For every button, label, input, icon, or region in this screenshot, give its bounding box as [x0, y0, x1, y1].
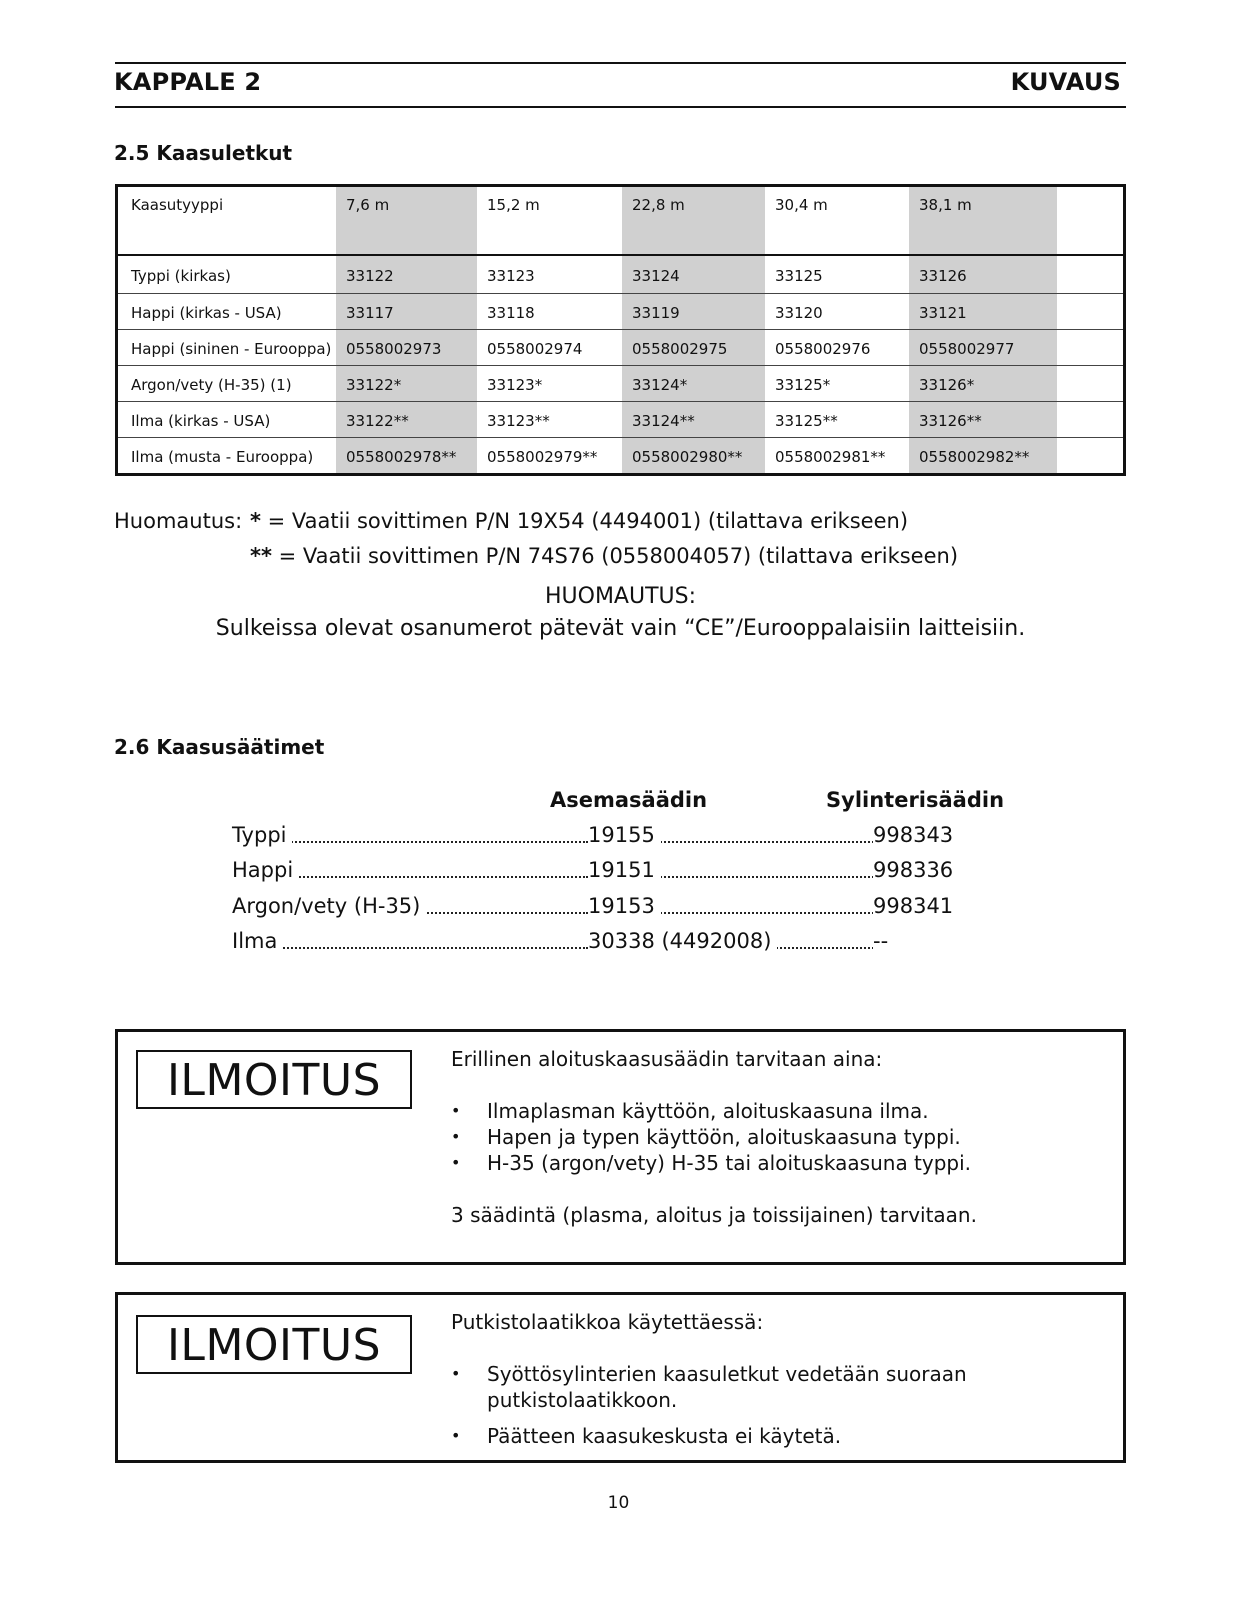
regulator-gas-name: Happi: [232, 858, 299, 882]
part-number-cell: 0558002973: [336, 330, 477, 365]
table-cell-spacer: [1057, 256, 1123, 293]
note-mark: **: [250, 544, 272, 568]
station-regulator-number: 19153: [588, 894, 661, 918]
notice-text: [451, 1309, 1011, 1449]
notice-bullet-list: [451, 1361, 1011, 1449]
column-header: 22,8 m: [622, 187, 765, 254]
part-number-cell: 0558002975: [622, 330, 765, 365]
part-number-cell: 33126: [909, 256, 1057, 293]
table-row: [118, 365, 1123, 401]
part-number-cell: 0558002976: [775, 339, 871, 358]
note-line-2: [250, 544, 958, 568]
gas-type-cell: Ilma (kirkas - USA): [131, 411, 271, 430]
note-heading: HUOMAUTUS:: [544, 584, 696, 609]
part-number-cell: 33123: [487, 266, 535, 285]
table-cell-spacer: [1057, 402, 1123, 437]
table-cell-spacer: [1057, 330, 1123, 365]
column-header: Kaasutyyppi: [131, 196, 224, 214]
part-number-cell: 0558002980**: [622, 438, 765, 473]
table-row: [118, 329, 1123, 365]
part-number-cell: 33126**: [909, 402, 1057, 437]
note-mark: *: [250, 509, 261, 533]
notice-bullet-item: • Ilmaplasman käyttöön, aloituskaasuna ilma.: [451, 1098, 977, 1124]
part-number-cell: 33123**: [487, 411, 550, 430]
table-row: [118, 437, 1123, 473]
part-number-cell: 33118: [487, 303, 535, 322]
column-header: 7,6 m: [336, 187, 477, 254]
part-number-cell: 33125: [775, 266, 823, 285]
regulator-row: [232, 823, 952, 853]
gas-type-cell: Typpi (kirkas): [131, 266, 231, 285]
notice-bullet-item: • H-35 (argon/vety) H-35 tai aloituskaasuna typpi.: [451, 1150, 977, 1176]
notice-bullet-item: • Päätteen kaasukeskusta ei käytetä.: [451, 1423, 1011, 1449]
header-rule-top: [115, 62, 1126, 64]
regulator-gas-name: Ilma: [232, 929, 283, 953]
regulator-gas-name: Typpi: [232, 823, 292, 847]
part-number-cell: 33122**: [336, 402, 477, 437]
column-header: 30,4 m: [775, 196, 828, 214]
regulator-gas-name: Argon/vety (H-35): [232, 894, 426, 918]
part-number-cell: 33122*: [336, 366, 477, 401]
notice-tag: ILMOITUS: [136, 1315, 412, 1374]
part-number-cell: 33123*: [487, 375, 543, 394]
column-header: 38,1 m: [909, 187, 1057, 254]
dot-leader: [232, 947, 588, 949]
note-line-1: [250, 509, 908, 533]
notice-tag: ILMOITUS: [136, 1050, 412, 1109]
chapter-title: KUVAUS: [1010, 68, 1121, 96]
gas-type-cell: Argon/vety (H-35) (1): [131, 375, 292, 394]
section-title-hoses: 2.5 Kaasuletkut: [114, 141, 293, 165]
part-number-cell: 33124: [622, 256, 765, 293]
part-number-cell: 0558002974: [487, 339, 583, 358]
station-regulator-number: 19151: [588, 858, 661, 882]
gas-hose-table: [115, 184, 1126, 476]
part-number-cell: 33121: [909, 294, 1057, 329]
notice-bullet-item: • Syöttösylinterien kaasuletkut vedetään suoraan putkistolaatikkoon.: [451, 1361, 1011, 1413]
page-number: 10: [607, 1493, 630, 1513]
notice-outro: 3 säädintä (plasma, aloitus ja toissijainen) tarvitaan.: [451, 1203, 977, 1227]
table-row: [118, 293, 1123, 329]
notice-bullet-list: [451, 1098, 977, 1176]
section-title-regulators: 2.6 Kaasusäätimet: [114, 735, 325, 759]
note-label: Huomautus:: [114, 509, 243, 533]
notice-intro: Erillinen aloituskaasusäädin tarvitaan aina:: [451, 1047, 883, 1071]
gas-type-cell: Happi (sininen - Eurooppa): [131, 339, 332, 358]
table-cell-spacer: [1057, 438, 1123, 473]
table-body: [118, 256, 1123, 473]
regulator-row: [232, 858, 952, 888]
column-spacer: [1057, 187, 1123, 254]
table-row: [118, 256, 1123, 293]
part-number-cell: 33124**: [622, 402, 765, 437]
column-header-station: Asemasäädin: [550, 788, 708, 812]
note-text: = Vaatii sovittimen P/N 74S76 (0558004057) (tilattava erikseen): [271, 544, 959, 568]
notice-intro: Putkistolaatikkoa käytettäessä:: [451, 1310, 764, 1334]
gas-type-cell: Happi (kirkas - USA): [131, 303, 282, 322]
notice-box-2: [115, 1292, 1126, 1463]
note-text: = Vaatii sovittimen P/N 19X54 (4494001) (tilattava erikseen): [260, 509, 909, 533]
part-number-cell: 0558002982**: [909, 438, 1057, 473]
part-number-cell: 33117: [336, 294, 477, 329]
table-header-row: [118, 187, 1123, 256]
part-number-cell: 33120: [775, 303, 823, 322]
part-number-cell: 33125*: [775, 375, 831, 394]
table-cell-spacer: [1057, 294, 1123, 329]
notice-text: [451, 1046, 977, 1228]
part-number-cell: 0558002977: [909, 330, 1057, 365]
table-cell-spacer: [1057, 366, 1123, 401]
note-body: Sulkeissa olevat osanumerot pätevät vain “CE”/Eurooppalaisiin laitteisiin.: [215, 616, 1026, 641]
station-regulator-number: 19155: [588, 823, 661, 847]
part-number-cell: 33122: [336, 256, 477, 293]
column-header: 15,2 m: [487, 196, 540, 214]
regulator-row: [232, 894, 952, 924]
station-regulator-number: 30338 (4492008): [588, 929, 777, 953]
cylinder-regulator-number: 998341: [873, 894, 954, 918]
chapter-label: KAPPALE 2: [114, 68, 262, 96]
gas-type-cell: Ilma (musta - Eurooppa): [131, 447, 314, 466]
regulator-row: [232, 929, 952, 959]
notice-box-1: [115, 1029, 1126, 1265]
part-number-cell: 33119: [622, 294, 765, 329]
part-number-cell: 0558002978**: [336, 438, 477, 473]
header-rule-bottom: [115, 106, 1126, 108]
part-number-cell: 0558002979**: [487, 447, 598, 466]
column-header-cylinder: Sylinterisäädin: [826, 788, 1005, 812]
part-number-cell: 33126*: [909, 366, 1057, 401]
table-row: [118, 401, 1123, 437]
cylinder-regulator-number: --: [873, 929, 889, 953]
part-number-cell: 33125**: [775, 411, 838, 430]
part-number-cell: 0558002981**: [775, 447, 886, 466]
notice-bullet-item: • Hapen ja typen käyttöön, aloituskaasuna typpi.: [451, 1124, 977, 1150]
part-number-cell: 33124*: [622, 366, 765, 401]
cylinder-regulator-number: 998336: [873, 858, 954, 882]
cylinder-regulator-number: 998343: [873, 823, 954, 847]
